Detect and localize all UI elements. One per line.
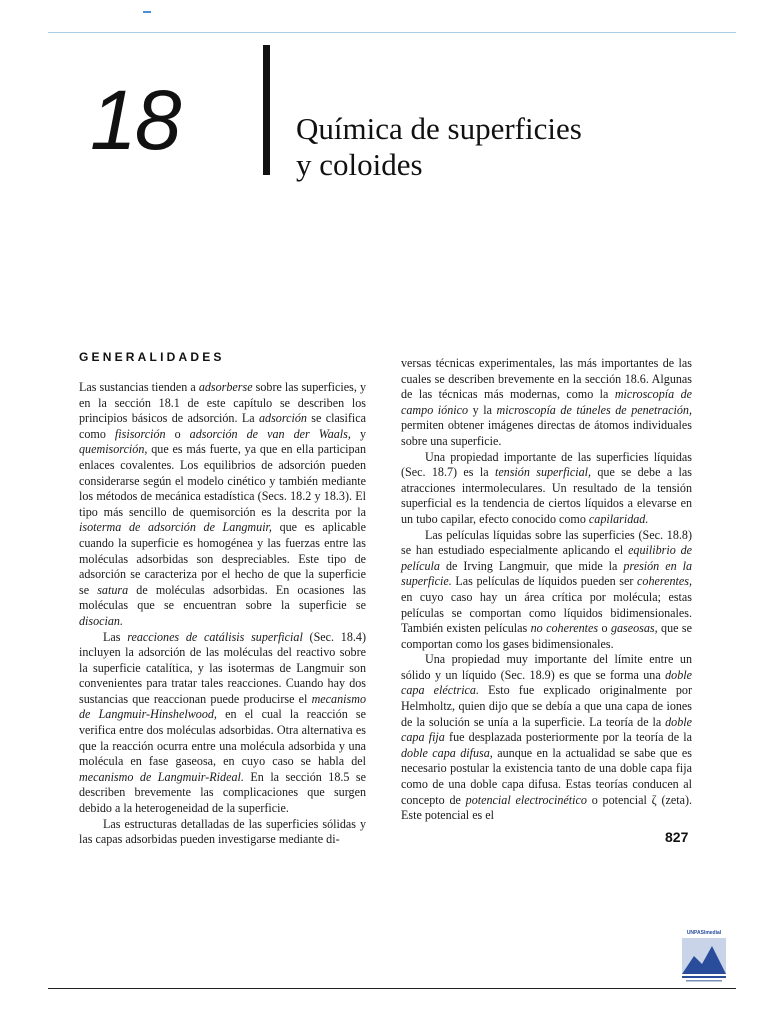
chapter-title-line-1: Química de superficies xyxy=(296,111,582,146)
italic-term: coherentes, xyxy=(637,574,692,589)
logo-footer-line xyxy=(682,976,726,978)
chapter-number: 18 xyxy=(90,73,180,167)
italic-term: microscopía de campo iónico xyxy=(401,387,692,417)
publisher-logo xyxy=(680,930,728,984)
italic-term: reacciones de catálisis superficial xyxy=(127,629,303,644)
page-number: 827 xyxy=(665,829,689,845)
italic-term: microscopía de túneles de penetración, xyxy=(496,402,692,417)
italic-term: potencial electrocinético xyxy=(465,792,587,807)
paragraph: Una propiedad importante de las superficies líquidas (Sec. 18.7) es la tensión superficial, que se debe a las atracciones intermoleculares. Un resultado de la tensión superficial es la tendencia de ciertos líquidos a elevarse en un tubo capilar, efecto conocido como capilaridad. xyxy=(401,449,692,526)
italic-term: doble capa eléctrica. xyxy=(401,667,692,698)
chapter-title xyxy=(296,111,582,183)
italic-term: equilibrio de película xyxy=(401,543,693,573)
section-heading: GENERALIDADES xyxy=(79,350,225,364)
top-rule xyxy=(48,32,736,33)
paragraph: Una propiedad muy importante del límite entre un sólido y un líquido (Sec. 18.9) es que se forma una doble capa eléctrica. Esto fue explicado originalmente por Helmholtz, quien dijo que se debía a que una capa de iones de la solución se unía a la superficie. La teoría de la doble capa fija fue desplazada posteriormente por la teoría de la doble capa difusa, aunque en la actualidad se sabe que es necesario postular la existencia tanto de una doble capa fija como de una doble capa difusa. Estas teorías conducen al concepto de potencial electrocinético o potencial ζ (zeta). Este potencial es el xyxy=(401,652,693,823)
mountain-logo-icon xyxy=(680,930,728,984)
italic-term: isoterma de adsorción de Langmuir, xyxy=(79,520,272,535)
italic-term: presión en la superficie. xyxy=(401,558,693,589)
italic-term: adsorción de van der Waals, xyxy=(189,426,351,441)
chapter-divider-bar xyxy=(263,45,270,175)
paragraph: versas técnicas experimentales, las más importantes de las cuales se describen brevemente en la sección 18.6. Algunas de las técnicas más modernas, como la microscopía de campo iónico y la microscopía de túneles de penetración, permiten obtener imágenes directas de átomos individuales sobre una superficie. xyxy=(401,356,692,448)
bottom-rule xyxy=(48,988,736,989)
italic-term: fisisorción xyxy=(114,426,166,441)
left-column xyxy=(79,380,366,848)
italic-term: doble capa difusa, xyxy=(401,745,493,760)
paragraph: Las sustancias tienden a adsorberse sobre las superficies, y en la sección 18.1 de este capítulo se describen los principios básicos de adsorción. La adsorción se clasifica como fisisorción o adsorción de van der Waals, y quemisorción, que es más fuerte, ya que en ella participan enlaces covalentes. Los equilibrios de adsorción pueden considerarse según el modelo cinético y también mediante los métodos de mecánica estadística (Secs. 18.2 y 18.3). El tipo más sencillo de quemisorción es la descrita por la isoterma de adsorción de Langmuir, que es aplicable cuando la superficie es homogénea y las fuerzas entre las moléculas adsorbidas son despreciables. Este tipo de adsorción se caracteriza por el hecho de que la superficie se satura de moléculas adsorbidas. En ocasiones las moléculas que se encuentran sobre la superficie se disocian. xyxy=(79,380,367,628)
italic-term: disocian. xyxy=(79,613,124,628)
italic-term: doble capa fija xyxy=(401,714,692,745)
italic-term: quemisorción, xyxy=(79,442,148,457)
italic-term: satura xyxy=(97,582,129,597)
paragraph: Las películas líquidas sobre las superficies (Sec. 18.8) se han estudiado especialmente aplicando el equilibrio de película de Irving Langmuir, que mide la presión en la superficie. Las películas de líquidos pueden ser coherentes, en cuyo caso hay un área crítica por molécula; estas películas se comportan como líquidos bidimensionales. También existen películas no coherentes o gaseosas, que se comportan como los gases bidimensionales. xyxy=(401,527,693,651)
italic-term: adsorberse xyxy=(198,380,253,394)
italic-term: no coherentes xyxy=(530,621,599,636)
paragraph: Las reacciones de catálisis superficial (Sec. 18.4) incluyen la adsorción de las moléculas del reactivo sobre la superficie catalítica, y las isotermas de Langmuir son convenientes para tratar tales reacciones. Cuando hay dos sustancias que reaccionan puede producirse el mecanismo de Langmuir-Hinshelwood, en el cual la reacción se verifica entre dos moléculas adsorbidas. Otra alternativa es que la reacción ocurra entre una molécula adsorbida y una molécula en fase gaseosa, en cuyo caso se habla del mecanismo de Langmuir-Rideal. En la sección 18.5 se describen brevemente las complicaciones que surgen debido a la heterogeneidad de la superficie. xyxy=(79,629,367,816)
italic-term: mecanismo de Langmuir-Rideal. xyxy=(79,769,244,784)
italic-term: adsorción xyxy=(258,411,307,426)
italic-term: tensión superficial, xyxy=(494,465,592,480)
top-accent-mark xyxy=(143,11,151,13)
logo-footer-line xyxy=(686,980,722,982)
italic-term: capilaridad. xyxy=(588,511,649,526)
italic-term: mecanismo de Langmuir-Hinshelwood, xyxy=(79,691,366,722)
italic-term: gaseosas, xyxy=(610,621,658,636)
logo-label: UNPASImedial xyxy=(686,930,722,936)
chapter-title-line-2: y coloides xyxy=(296,147,423,182)
paragraph: Las estructuras detalladas de las superficies sólidas y las capas adsorbidas pueden investigarse mediante di- xyxy=(79,816,366,847)
right-column xyxy=(401,356,692,824)
